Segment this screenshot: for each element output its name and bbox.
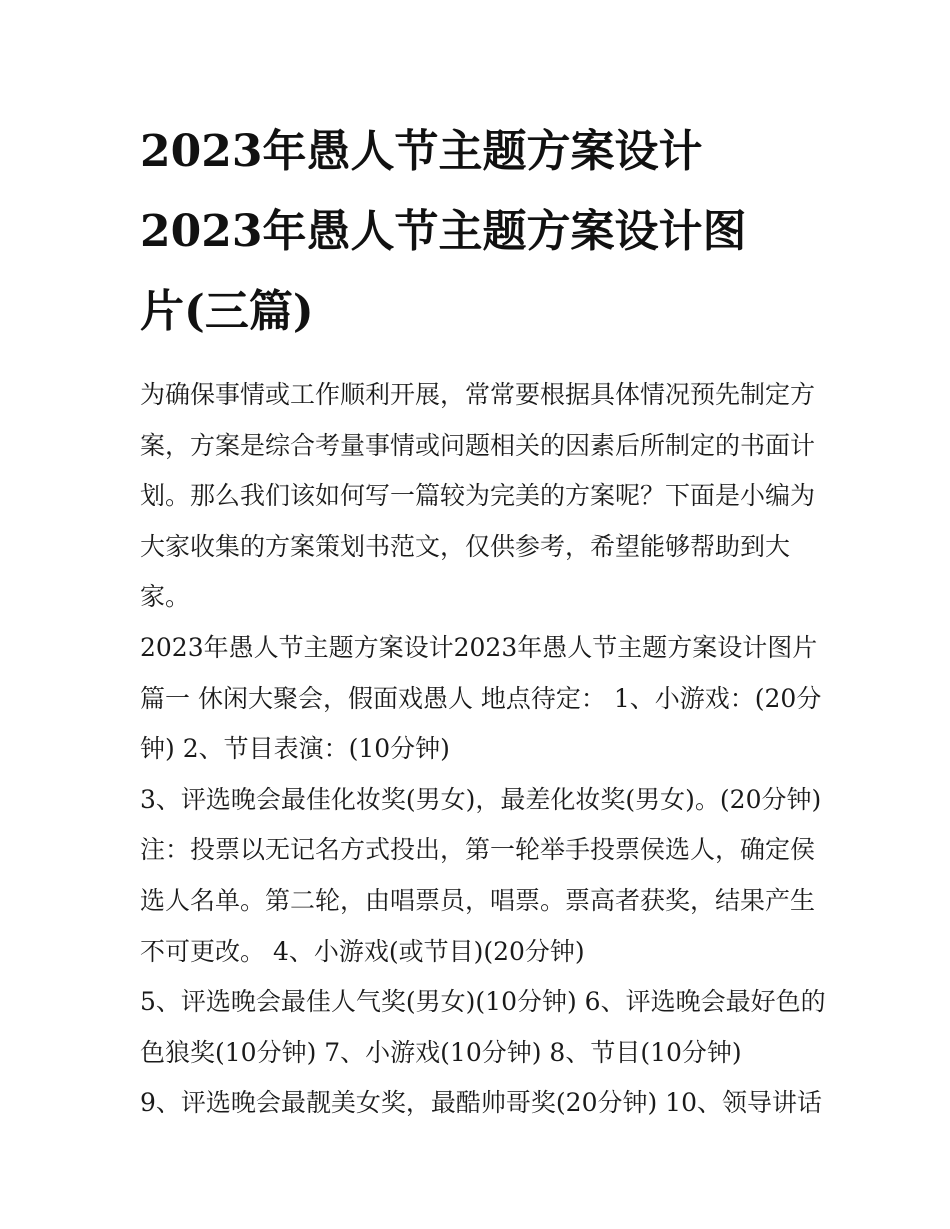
document-content: [140, 112, 826, 1129]
text-line: 划。那么我们该如何写一篇较为完美的方案呢？下面是小编为: [140, 481, 816, 511]
text-line: 9、评选晚会最靓美女奖，最酷帅哥奖(20分钟) 10、领导讲话: [140, 1088, 822, 1118]
text-line: 大家收集的方案策划书范文，仅供参考，希望能够帮助到大: [140, 531, 791, 561]
intro-paragraph: [140, 370, 815, 623]
title-line: 片(三篇): [140, 286, 314, 337]
text-line: 色狼奖(10分钟) 7、小游戏(10分钟) 8、节目(10分钟): [140, 1037, 742, 1067]
section-paragraph: [140, 977, 826, 1078]
text-line: 钟) 2、节目表演：(10分钟): [140, 734, 450, 764]
text-line: 篇一 休闲大聚会，假面戏愚人 地点待定： 1、小游戏：(20分: [140, 683, 822, 713]
text-line: 2023年愚人节主题方案设计2023年愚人节主题方案设计图片: [140, 632, 818, 662]
text-line: 5、评选晚会最佳人气奖(男女)(10分钟) 6、评选晚会最好色的: [140, 987, 826, 1017]
document-title: [140, 112, 815, 352]
text-line: 选人名单。第二轮，由唱票员，唱票。票高者获奖，结果产生: [140, 885, 816, 915]
section-paragraph: [140, 1078, 822, 1129]
title-line: 2023年愚人节主题方案设计: [140, 126, 703, 177]
document-body: [140, 370, 826, 1129]
text-line: 注：投票以无记名方式投出，第一轮举手投票侯选人，确定侯: [140, 835, 816, 865]
text-line: 3、评选晚会最佳化妆奖(男女)，最差化妆奖(男女)。(20分钟): [140, 784, 822, 814]
text-line: 不可更改。 4、小游戏(或节目)(20分钟): [140, 936, 585, 966]
text-line: 为确保事情或工作顺利开展，常常要根据具体情况预先制定方: [140, 380, 816, 409]
section-paragraph: [140, 623, 822, 775]
title-line: 2023年愚人节主题方案设计图: [140, 206, 747, 257]
section-paragraph: [140, 775, 822, 977]
text-line: 案，方案是综合考量事情或问题相关的因素后所制定的书面计: [140, 430, 816, 460]
text-line: 家。: [140, 582, 191, 612]
